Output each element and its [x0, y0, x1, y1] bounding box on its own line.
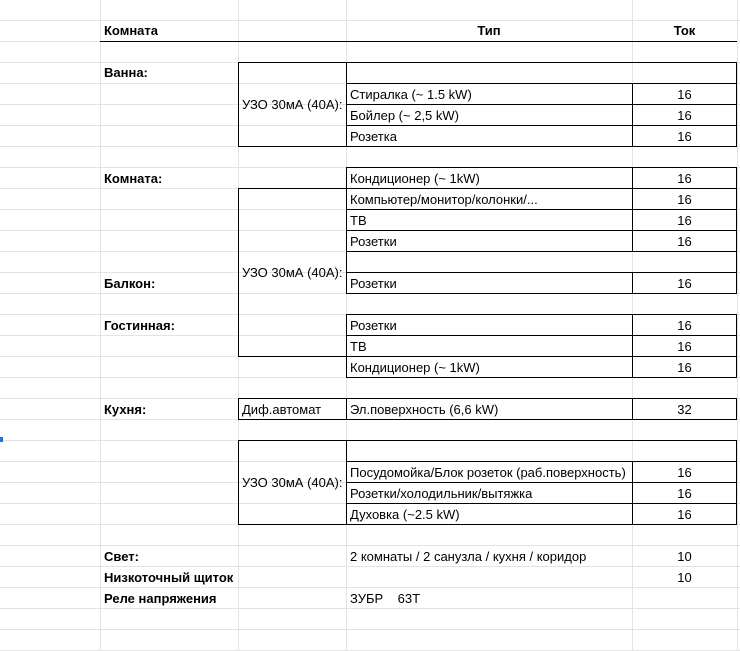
border-line	[632, 272, 633, 294]
row-type: ТВ	[350, 339, 367, 354]
device-uzo-room: УЗО 30мА (40А):	[242, 265, 343, 280]
relay-type: ЗУБР 63Т	[350, 591, 421, 606]
room-kitchen: Кухня:	[104, 402, 147, 417]
border-line	[632, 167, 633, 252]
row-current: 32	[677, 402, 692, 417]
grid-line	[100, 0, 101, 651]
border-line	[736, 440, 737, 525]
row-current: 16	[677, 234, 692, 249]
lowcurrent-label: Низкоточный щиток	[104, 570, 234, 585]
row-type: Кондиционер (~ 1kW)	[350, 360, 480, 375]
device-uzo-kitchen: УЗО 30мА (40А):	[242, 475, 343, 490]
border-line	[346, 125, 737, 126]
border-line	[346, 251, 737, 252]
border-line	[346, 314, 347, 378]
row-current: 16	[677, 318, 692, 333]
border-line	[346, 104, 737, 105]
row-current: 16	[677, 108, 692, 123]
row-current: 16	[677, 171, 692, 186]
row-type: Кондиционер (~ 1kW)	[350, 171, 480, 186]
border-line	[346, 167, 347, 294]
border-line	[632, 461, 633, 525]
border-line	[346, 272, 737, 273]
border-line	[238, 398, 737, 399]
border-line	[632, 398, 633, 420]
grid-line	[737, 0, 738, 651]
border-line	[238, 440, 737, 441]
border-line	[632, 314, 633, 378]
border-line	[346, 167, 737, 168]
border-line	[736, 314, 737, 378]
border-line	[238, 440, 239, 525]
row-type: Компьютер/монитор/колонки/...	[350, 192, 538, 207]
row-type: Розетки	[350, 318, 397, 333]
border-line	[346, 335, 737, 336]
row-current: 16	[677, 465, 692, 480]
border-line	[346, 482, 737, 483]
row-current: 16	[677, 507, 692, 522]
row-type: Бойлер (~ 2,5 kW)	[350, 108, 459, 123]
row-current: 16	[677, 339, 692, 354]
border-line	[632, 83, 633, 147]
border-line	[346, 440, 347, 525]
border-line	[238, 188, 239, 357]
row-type: Розетки	[350, 276, 397, 291]
device-dif-kitchen: Диф.автомат	[242, 402, 322, 417]
border-line	[346, 83, 737, 84]
room-balcony: Балкон:	[104, 276, 156, 291]
row-type: Розетки	[350, 234, 397, 249]
row-type: ТВ	[350, 213, 367, 228]
row-current: 16	[677, 486, 692, 501]
border-line	[238, 146, 737, 147]
border-line	[346, 62, 347, 147]
row-current: 16	[677, 87, 692, 102]
border-line	[736, 167, 737, 294]
border-line	[346, 230, 737, 231]
row-current: 16	[677, 129, 692, 144]
border-line	[238, 356, 737, 357]
border-line	[346, 314, 737, 315]
row-type: Розетки/холодильник/вытяжка	[350, 486, 533, 501]
row-type: Розетка	[350, 129, 397, 144]
border-line	[346, 377, 737, 378]
row-current: 16	[677, 192, 692, 207]
border-line	[346, 293, 737, 294]
light-current: 10	[677, 549, 692, 564]
header-type: Тип	[477, 23, 501, 38]
header-room: Комната	[104, 23, 158, 38]
row-current: 16	[677, 360, 692, 375]
border-line	[238, 62, 737, 63]
row-type: Эл.поверхность (6,6 kW)	[350, 402, 499, 417]
border-line	[238, 524, 737, 525]
row-type: Стиралка (~ 1.5 kW)	[350, 87, 472, 102]
light-type: 2 комнаты / 2 санузла / кухня / коридор	[350, 549, 587, 564]
border-line	[346, 503, 737, 504]
header-current: Ток	[673, 23, 696, 38]
relay-label: Реле напряжения	[104, 591, 217, 606]
border-line	[736, 62, 737, 147]
room-bath: Ванна:	[104, 65, 148, 80]
row-type: Посудомойка/Блок розеток (раб.поверхность)	[350, 465, 626, 480]
border-line	[346, 398, 347, 420]
border-line	[346, 461, 737, 462]
device-uzo-bath: УЗО 30мА (40А):	[242, 97, 343, 112]
border-line	[238, 419, 737, 420]
border-line	[238, 398, 239, 420]
row-current: 16	[677, 276, 692, 291]
border-line	[736, 398, 737, 420]
room-living: Гостинная:	[104, 318, 175, 333]
border-line	[238, 62, 239, 147]
grid-line	[0, 629, 740, 630]
border-line	[238, 188, 737, 189]
lowcurrent-current: 10	[677, 570, 692, 585]
row-current: 16	[677, 213, 692, 228]
header-underline	[100, 41, 737, 42]
light-label: Свет:	[104, 549, 139, 564]
room-room: Комната:	[104, 171, 163, 186]
cell-cursor-marker	[0, 437, 3, 442]
row-type: Духовка (~2.5 kW)	[350, 507, 460, 522]
border-line	[346, 209, 737, 210]
